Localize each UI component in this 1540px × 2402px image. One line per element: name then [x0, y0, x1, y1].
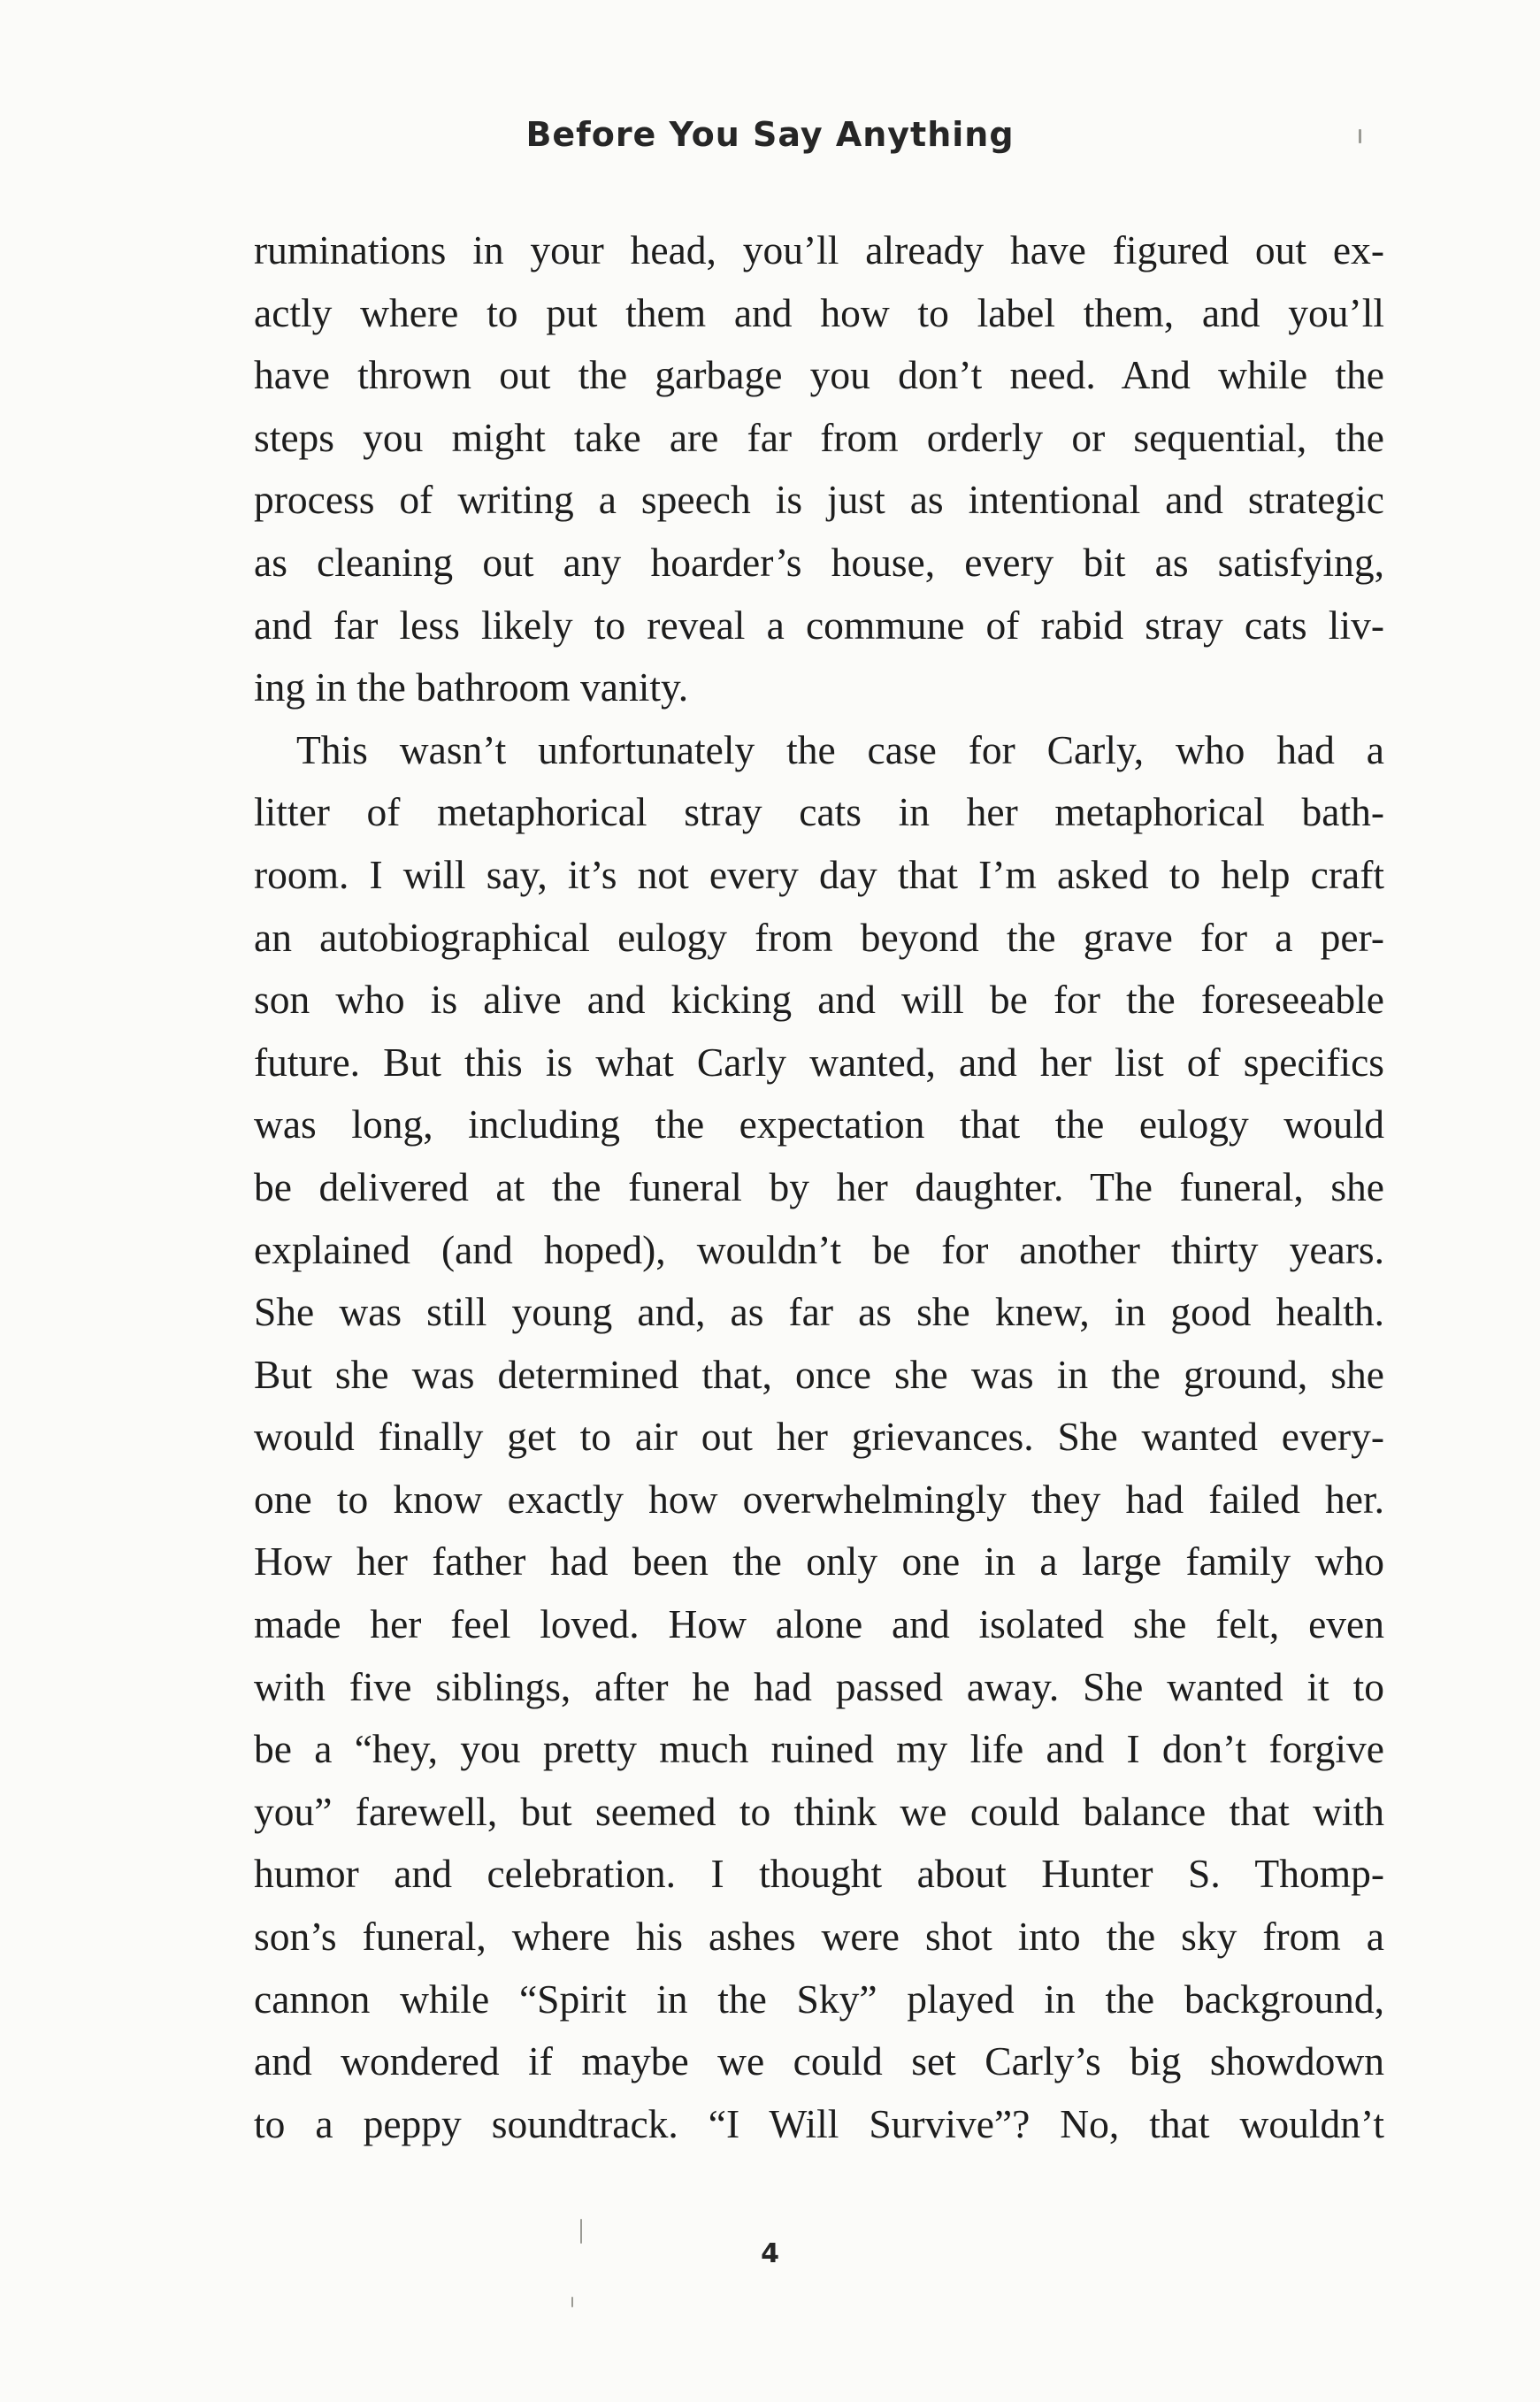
- scan-speck: [571, 2297, 573, 2307]
- text-line: cannon while “Spirit in the Sky” played in the background,: [254, 1976, 1384, 2022]
- text-line: and far less likely to reveal a commune of rabid stray cats liv-: [254, 602, 1384, 648]
- text-line: to a peppy soundtrack. “I Will Survive”? No, that wouldn’t: [254, 2100, 1384, 2146]
- scan-speck: [580, 2219, 582, 2244]
- text-line: She was still young and, as far as she knew, in good health.: [254, 1289, 1384, 1335]
- text-line: be a “hey, you pretty much ruined my life and I don’t forgive: [254, 1726, 1384, 1772]
- text-line: This wasn’t unfortunately the case for Carly, who had a: [296, 726, 1384, 772]
- text-line: you” farewell, but seemed to think we could balance that with: [254, 1788, 1384, 1834]
- text-line: would finally get to air out her grievances. She wanted every-: [254, 1414, 1384, 1460]
- text-line: actly where to put them and how to label them, and you’ll: [254, 289, 1384, 335]
- text-line: have thrown out the garbage you don’t need. And while the: [254, 352, 1384, 398]
- paragraph-2: [254, 719, 1384, 2156]
- text-line: one to know exactly how overwhelmingly they had failed her.: [254, 1476, 1384, 1522]
- text-line: son who is alive and kicking and will be for the foreseeable: [254, 977, 1384, 1023]
- text-line: was long, including the expectation that the eulogy would: [254, 1101, 1384, 1147]
- paragraph-1: [254, 219, 1384, 719]
- text-line: process of writing a speech is just as intentional and strategic: [254, 477, 1384, 523]
- text-line: How her father had been the only one in a large family who: [254, 1539, 1384, 1585]
- text-line: ruminations in your head, you’ll already have figured out ex-: [254, 227, 1384, 272]
- text-line: be delivered at the funeral by her daughter. The funeral, she: [254, 1163, 1384, 1209]
- text-line: humor and celebration. I thought about Hunter S. Thomp-: [254, 1851, 1384, 1897]
- text-line: as cleaning out any hoarder’s house, every bit as satisfying,: [254, 539, 1384, 585]
- scan-speck: [1359, 129, 1361, 143]
- text-line: But she was determined that, once she was in the ground, she: [254, 1351, 1384, 1397]
- body-text: [254, 219, 1384, 2155]
- text-line: made her feel loved. How alone and isolated she felt, even: [254, 1601, 1384, 1647]
- text-line: an autobiographical eulogy from beyond the grave for a per-: [254, 914, 1384, 960]
- text-line: room. I will say, it’s not every day that I’m asked to help craft: [254, 851, 1384, 897]
- text-line: explained (and hoped), wouldn’t be for another thirty years.: [254, 1226, 1384, 1272]
- running-head: Before You Say Anything: [525, 115, 1015, 154]
- text-line: steps you might take are far from orderly or sequential, the: [254, 414, 1384, 460]
- text-line: litter of metaphorical stray cats in her metaphorical bath-: [254, 789, 1384, 835]
- text-line: future. But this is what Carly wanted, and her list of specifics: [254, 1039, 1384, 1085]
- page-number: 4: [761, 2238, 779, 2269]
- text-line: with five siblings, after he had passed away. She wanted it to: [254, 1663, 1384, 1709]
- text-line: ing in the bathroom vanity.: [254, 664, 689, 710]
- text-line: son’s funeral, where his ashes were shot into the sky from a: [254, 1914, 1384, 1960]
- text-line: and wondered if maybe we could set Carly’s big showdown: [254, 2038, 1384, 2084]
